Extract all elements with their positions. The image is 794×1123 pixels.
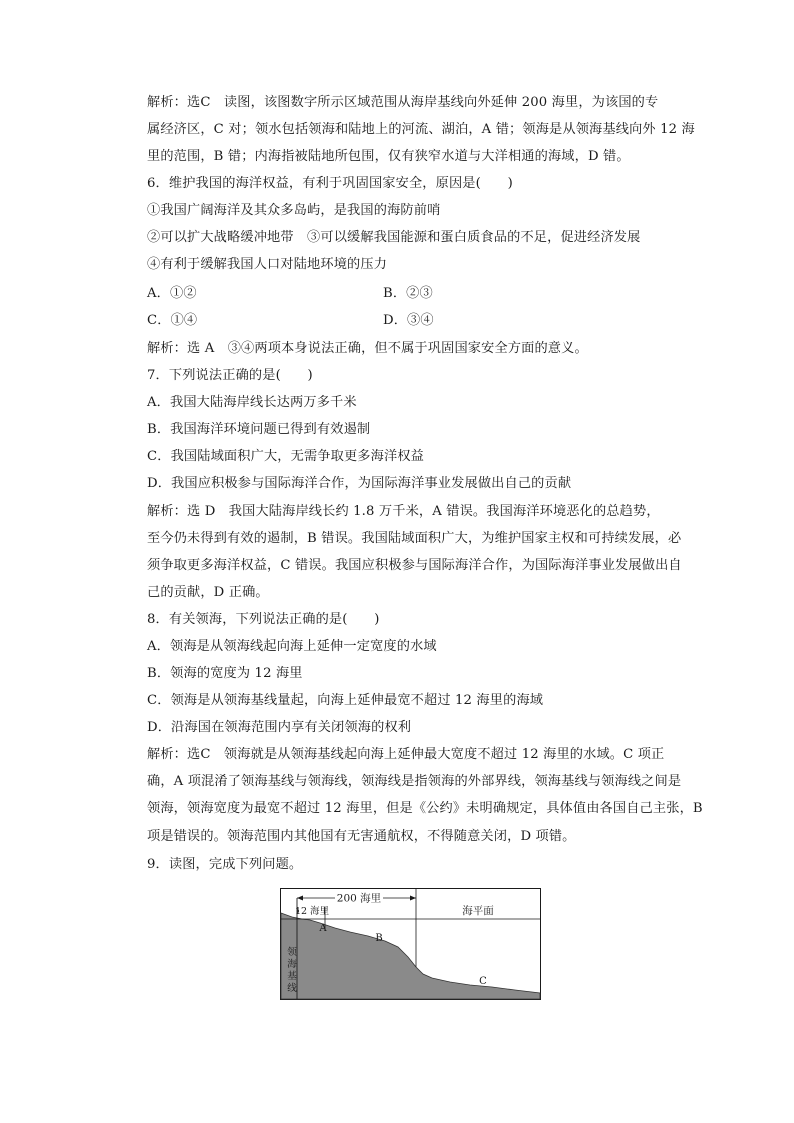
q6-option-d: D．③④	[383, 313, 434, 328]
q7-option-b: B．我国海洋环境问题已得到有效遏制	[147, 422, 371, 437]
maritime-zone-diagram	[280, 885, 542, 1003]
label-sea-level: 海平面	[462, 905, 494, 917]
q7-option-d: D．我国应积极参与国际海洋合作，为国际海洋事业发展做出自己的贡献	[147, 476, 572, 491]
q6-statement-4: ④有利于缓解我国人口对陆地环境的压力	[147, 257, 388, 272]
q7-analysis-line-4: 己的贡献，D 正确。	[147, 585, 269, 600]
q8-analysis-line-4: 项是错误的。领海范围内其他国有无害通航权，不得随意关闭，D 项错。	[147, 829, 576, 844]
label-baseline-char-4: 线	[287, 983, 297, 994]
q5-analysis-line-1: 解析：选C 读图，该图数字所示区域范围从海岸基线向外延伸 200 海里，为该国的专	[147, 95, 659, 110]
label-b: B	[375, 933, 383, 944]
q8-option-a: A．领海是从领海线起向海上延伸一定宽度的水域	[147, 639, 437, 654]
q6-statement-2-3: ②可以扩大战略缓冲地带 ③可以缓解我国能源和蛋白质食品的不足，促进经济发展	[147, 230, 641, 245]
q9-stem: 9．读图，完成下列问题。	[147, 857, 303, 872]
label-a: A	[319, 923, 327, 934]
q8-analysis-line-2: 确，A 项混淆了领海基线与领海线，领海线是指领海的外部界线，领海基线与领海线之间是	[147, 774, 682, 789]
q6-stem: 6．维护我国的海洋权益，有利于巩固国家安全，原因是( )	[147, 176, 513, 191]
q6-statement-1: ①我国广阔海洋及其众多岛屿，是我国的海防前哨	[147, 203, 441, 218]
q8-analysis-line-3: 领海，领海宽度为最宽不超过 12 海里，但是《公约》未明确规定，具体值由各国自己主张，B	[147, 801, 703, 816]
q5-analysis-line-2: 属经济区，C 对；领水包括领海和陆地上的河流、湖泊，A 错；领海是从领海基线向外 12 海	[147, 122, 695, 137]
q5-analysis-line-3: 里的范围，B 错；内海指被陆地所包围，仅有狭窄水道与大洋相通的海域，D 错。	[147, 149, 630, 164]
q7-stem: 7．下列说法正确的是( )	[147, 368, 313, 383]
q6-analysis: 解析：选 A ③④两项本身说法正确，但不属于巩固国家安全方面的意义。	[147, 341, 588, 356]
label-200-nautical-miles: 200 海里	[336, 892, 382, 905]
label-12-nautical-miles: 12 海里	[294, 906, 330, 917]
q6-option-c: C．①④	[147, 313, 198, 328]
q7-analysis-line-3: 须争取更多海洋权益，C 错误。我国应积极参与国际海洋合作，为国际海洋事业发展做出自	[147, 558, 682, 573]
label-c: C	[479, 976, 487, 987]
q6-option-a: A．①②	[147, 286, 197, 301]
label-baseline-char-1: 领	[287, 947, 297, 958]
q7-option-c: C．我国陆域面积广大，无需争取更多海洋权益	[147, 449, 424, 464]
q7-analysis-line-1: 解析：选 D 我国大陆海岸线长约 1.8 万千米，A 错误。我国海洋环境恶化的总趋势，	[147, 504, 660, 519]
label-baseline-char-3: 基	[287, 971, 297, 982]
q7-option-a: A．我国大陆海岸线长达两万多千米	[147, 395, 357, 410]
label-baseline-char-2: 海	[287, 959, 297, 970]
q8-option-b: B．领海的宽度为 12 海里	[147, 666, 303, 681]
q8-option-c: C．领海是从领海基线量起，向海上延伸最宽不超过 12 海里的海域	[147, 693, 544, 708]
q6-option-b: B．②③	[383, 286, 433, 301]
q7-analysis-line-2: 至今仍未得到有效的遏制，B 错误。我国陆域面积广大，为维护国家主权和可持续发展，必	[147, 531, 682, 546]
q8-stem: 8．有关领海，下列说法正确的是( )	[147, 612, 380, 627]
q8-option-d: D．沿海国在领海范围内享有关闭领海的权利	[147, 720, 412, 735]
q8-analysis-line-1: 解析：选C 领海就是从领海基线起向海上延伸最大宽度不超过 12 海里的水域。C 项正	[147, 747, 665, 762]
